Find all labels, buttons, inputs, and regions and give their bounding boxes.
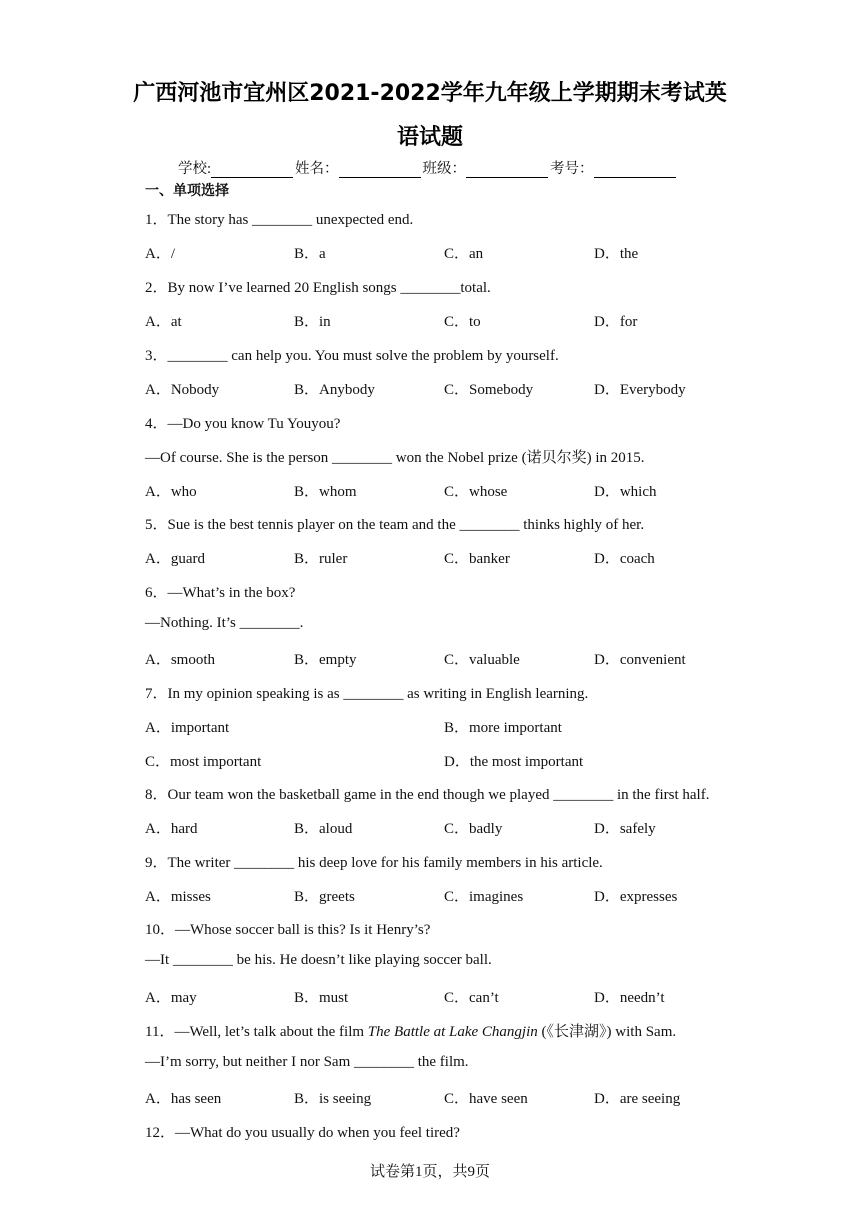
- q10-option-b: B．must: [294, 990, 349, 1006]
- name-blank: [339, 163, 421, 178]
- question-2: 2．By now I’ve learned 20 English songs ________total.: [145, 280, 491, 296]
- page-title-line1: 广西河池市宜州区2021-2022学年九年级上学期期末考试英: [133, 81, 727, 106]
- q2-option-d: D．for: [594, 314, 638, 330]
- class-label: 班级：: [422, 161, 467, 177]
- q11-option-d: D．are seeing: [594, 1091, 681, 1107]
- class-blank: [466, 163, 548, 178]
- q9-option-d: D．expresses: [594, 889, 678, 905]
- q5-option-d: D．coach: [594, 551, 655, 567]
- question-4-line1: 4．—Do you know Tu Youyou?: [145, 416, 341, 432]
- q4-option-c: C．whose: [444, 484, 508, 500]
- q4-option-d: D．which: [594, 484, 657, 500]
- q11-suffix: (《长津湖》) with Sam.: [537, 1024, 677, 1040]
- school-label: 学校:: [178, 161, 212, 177]
- q8-option-d: D．safely: [594, 821, 656, 837]
- exam-number-label: 考号：: [550, 161, 594, 177]
- q6-option-a: A．smooth: [145, 652, 216, 668]
- q8-option-c: C．badly: [444, 821, 503, 837]
- question-11-line2: —I’m sorry, but neither I nor Sam ________ the film.: [145, 1054, 469, 1070]
- q2-option-c: C．to: [444, 314, 481, 330]
- q2-option-a: A．at: [145, 314, 182, 330]
- q7-option-c: C．most important: [145, 754, 262, 770]
- q9-option-a: A．misses: [145, 889, 211, 905]
- question-10-line1: 10．—Whose soccer ball is this? Is it Henry’s?: [145, 922, 431, 938]
- question-1: 1．The story has ________ unexpected end.: [145, 212, 414, 228]
- q4-option-b: B．whom: [294, 484, 357, 500]
- q3-option-d: D．Everybody: [594, 382, 686, 398]
- q1-option-a: A．/: [145, 246, 176, 262]
- q11-option-a: A．has seen: [145, 1091, 222, 1107]
- q11-film-title: The Battle at Lake Changjin: [367, 1024, 538, 1040]
- q1-option-c: C．an: [444, 246, 484, 262]
- section-title: 一、单项选择: [145, 183, 229, 199]
- q6-option-b: B．empty: [294, 652, 357, 668]
- q8-option-a: A．hard: [145, 821, 198, 837]
- student-info-line: [178, 157, 678, 178]
- question-9: 9．The writer ________ his deep love for his family members in his article.: [145, 855, 603, 871]
- q10-option-c: C．can’t: [444, 990, 499, 1006]
- q11-prefix: 11．—Well, let’s talk about the film: [145, 1024, 368, 1040]
- q9-option-b: B．greets: [294, 889, 355, 905]
- q1-option-b: B．a: [294, 246, 326, 262]
- school-blank: [211, 163, 293, 178]
- q8-option-b: B．aloud: [294, 821, 353, 837]
- q3-option-a: A．Nobody: [145, 382, 220, 398]
- q6-option-d: D．convenient: [594, 652, 686, 668]
- q9-option-c: C．imagines: [444, 889, 524, 905]
- q11-option-c: C．have seen: [444, 1091, 528, 1107]
- q7-option-d: D．the most important: [444, 754, 584, 770]
- question-6-line1: 6．—What’s in the box?: [145, 585, 296, 601]
- question-8: 8．Our team won the basketball game in the end though we played ________ in the first half.: [145, 787, 710, 803]
- page-title-line2: 语试题: [396, 125, 463, 150]
- q10-option-a: A．may: [145, 990, 197, 1006]
- name-label: 姓名：: [295, 161, 339, 177]
- q7-option-a: A．important: [145, 720, 230, 736]
- q1-option-d: D．the: [594, 246, 639, 262]
- question-3: 3．________ can help you. You must solve the problem by yourself.: [145, 348, 559, 364]
- exam-number-blank: [594, 163, 676, 178]
- q5-option-c: C．banker: [444, 551, 510, 567]
- question-4-line2: —Of course. She is the person ________ won the Nobel prize (诺贝尔奖) in 2015.: [145, 450, 645, 466]
- q3-option-c: C．Somebody: [444, 382, 534, 398]
- question-10-line2: —It ________ be his. He doesn’t like playing soccer ball.: [145, 952, 492, 968]
- page-footer: 试卷第1页，共9页: [369, 1164, 490, 1180]
- question-7: 7．In my opinion speaking is as ________ as writing in English learning.: [145, 686, 589, 702]
- question-5: 5．Sue is the best tennis player on the team and the ________ thinks highly of her.: [145, 517, 645, 533]
- q10-option-d: D．needn’t: [594, 990, 665, 1006]
- q2-option-b: B．in: [294, 314, 331, 330]
- q3-option-b: B．Anybody: [294, 382, 375, 398]
- question-11-line1: [145, 1020, 676, 1041]
- question-12: 12．—What do you usually do when you feel tired?: [145, 1125, 460, 1141]
- question-6-line2: —Nothing. It’s ________.: [145, 615, 304, 631]
- q5-option-b: B．ruler: [294, 551, 348, 567]
- q6-option-c: C．valuable: [444, 652, 520, 668]
- q11-option-b: B．is seeing: [294, 1091, 372, 1107]
- q4-option-a: A．who: [145, 484, 197, 500]
- q7-option-b: B．more important: [444, 720, 562, 736]
- q5-option-a: A．guard: [145, 551, 205, 567]
